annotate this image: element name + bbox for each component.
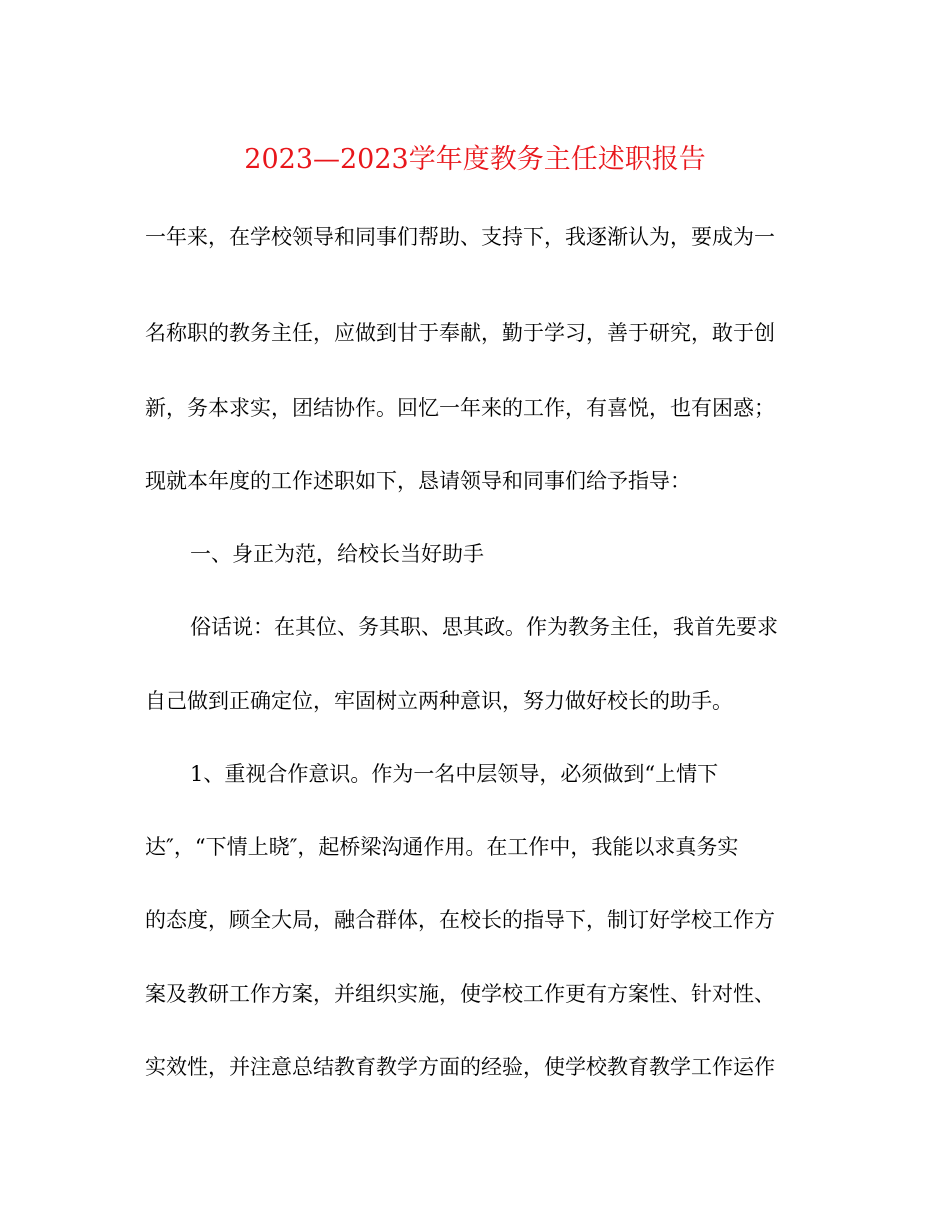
- text-line-11: 案及教研工作方案，并组织实施，使学校工作更有方案性、针对性、: [145, 982, 775, 1006]
- text-line-1: 一年来，在学校领导和同事们帮助、支持下，我逐渐认为，要成为一: [145, 225, 775, 249]
- text-line-8: 1、重视合作意识。作为一名中层领导，必须做到“上情下: [190, 762, 719, 786]
- text-line-6: 俗话说：在其位、务其职、思其政。作为教务主任，我首先要求: [190, 615, 778, 639]
- text-line-9: 达″，“下情上晓″，起桥梁沟通作用。在工作中，我能以求真务实: [145, 835, 739, 859]
- page-title: 2023—2023学年度教务主任述职报告: [244, 144, 706, 175]
- text-line-3: 新，务本求实，团结协作。回忆一年来的工作，有喜悦，也有困惑；: [145, 396, 775, 420]
- section-heading-1: 一、身正为范，给校长当好助手: [190, 542, 484, 566]
- text-line-10: 的态度，顾全大局，融合群体，在校长的指导下，制订好学校工作方: [145, 908, 775, 932]
- text-line-7: 自己做到正确定位，牢固树立两种意识，努力做好校长的助手。: [145, 689, 733, 713]
- text-line-2: 名称职的教务主任，应做到甘于奉献，勤于学习，善于研究，敢于创: [145, 321, 775, 345]
- text-line-4: 现就本年度的工作述职如下，恳请领导和同事们给予指导：: [145, 469, 691, 493]
- text-line-12: 实效性，并注意总结教育教学方面的经验，使学校教育教学工作运作: [145, 1055, 775, 1079]
